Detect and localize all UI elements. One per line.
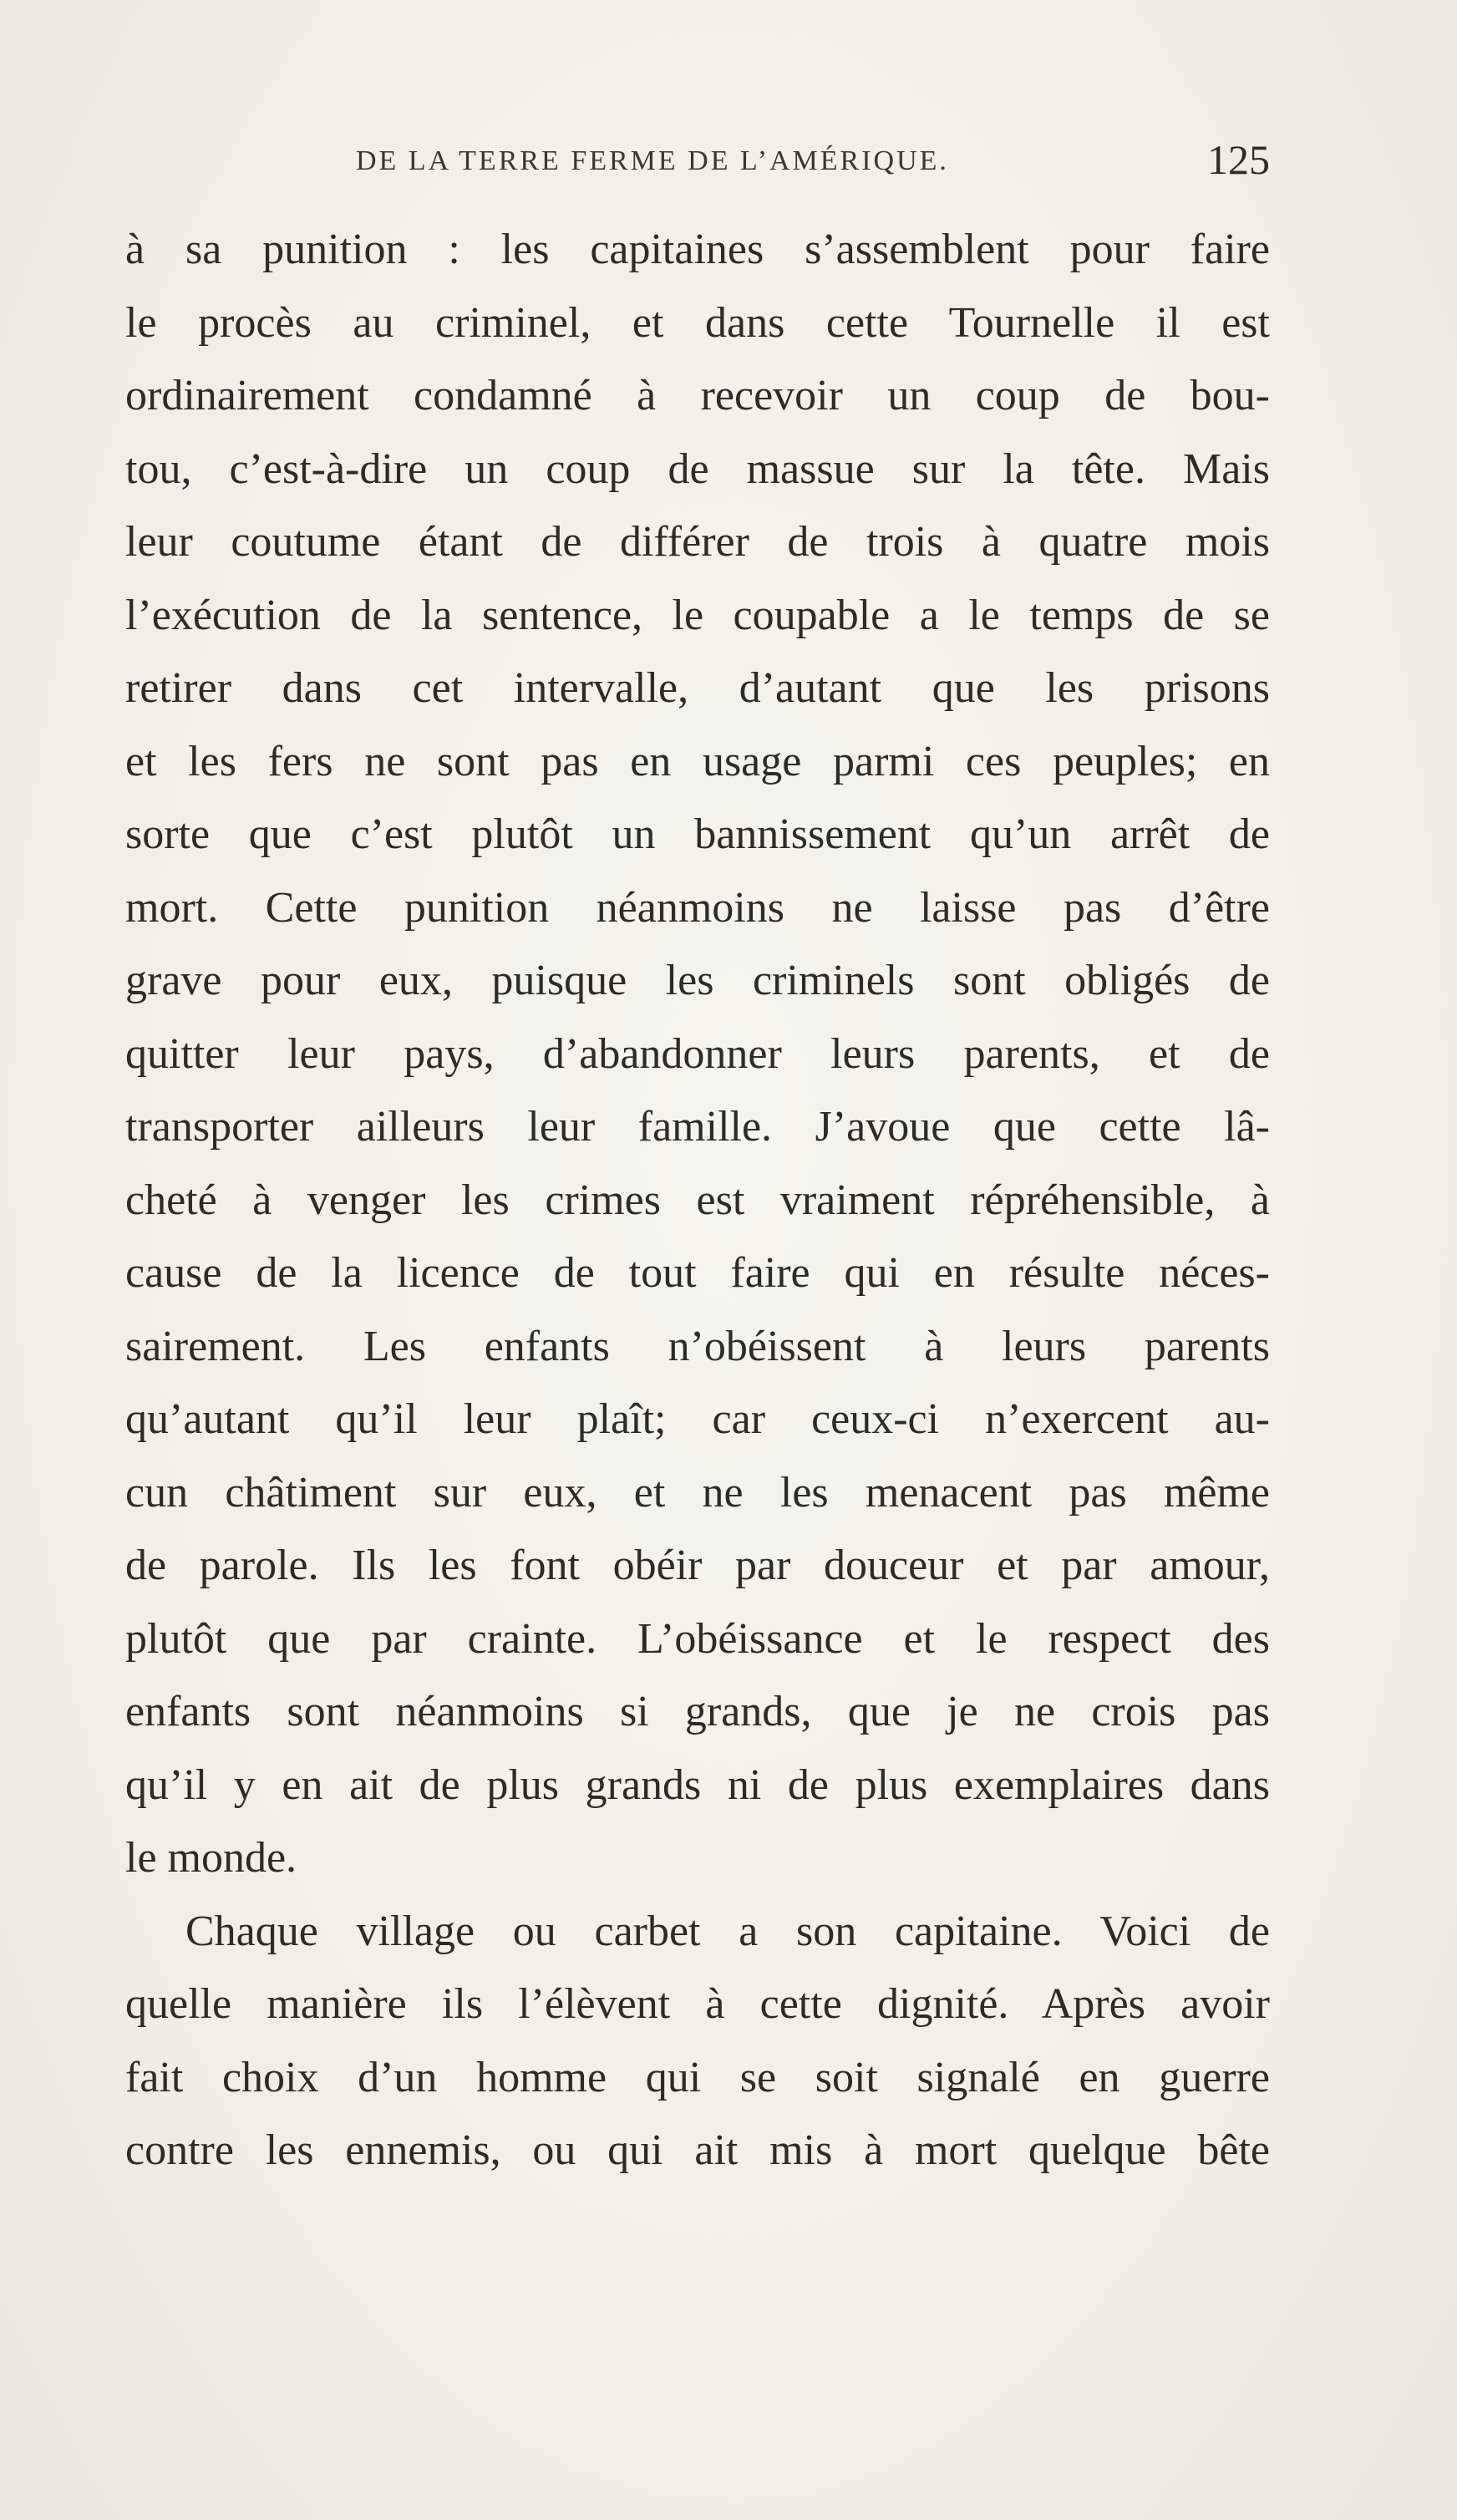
text-line: enfants sont néanmoins si grands, que je ne crois pas bbox=[125, 1688, 1270, 1735]
text-line: sairement. Les enfants n’obéissent à leurs parents bbox=[125, 1322, 1270, 1370]
paragraph-start-line: Chaque village ou carbet a son capitaine. Voici de bbox=[185, 1907, 1270, 1955]
running-title: DE LA TERRE FERME DE L’AMÉRIQUE. bbox=[356, 145, 949, 176]
text-line: sorte que c’est plutôt un bannissement qu’un arrêt de bbox=[125, 810, 1270, 858]
text-line: à sa punition : les capitaines s’assemblent pour faire bbox=[125, 226, 1270, 273]
text-line: l’exécution de la sentence, le coupable a le temps de se bbox=[125, 591, 1270, 639]
text-line: contre les ennemis, ou qui ait mis à mort quelque bête bbox=[125, 2126, 1270, 2174]
text-line: transporter ailleurs leur famille. J’avoue que cette lâ- bbox=[125, 1103, 1270, 1151]
paragraph-end-line: le monde. bbox=[125, 1834, 297, 1882]
text-line: tou, c’est-à-dire un coup de massue sur la tête. Mais bbox=[125, 445, 1270, 493]
text-line: le procès au criminel, et dans cette Tournelle il est bbox=[125, 298, 1270, 347]
text-line: cun châtiment sur eux, et ne les menacent pas même bbox=[125, 1468, 1270, 1517]
text-line: cause de la licence de tout faire qui en résulte néces- bbox=[125, 1249, 1270, 1297]
text-line: mort. Cette punition néanmoins ne laisse pas d’être bbox=[125, 883, 1270, 932]
text-line: quitter leur pays, d’abandonner leurs parents, et de bbox=[125, 1029, 1270, 1078]
text-line: quelle manière ils l’élèvent à cette dignité. Après avoir bbox=[125, 1980, 1270, 2028]
text-line: et les fers ne sont pas en usage parmi ces peuples; en bbox=[125, 737, 1270, 785]
text-line: retirer dans cet intervalle, d’autant que les prisons bbox=[125, 664, 1270, 712]
text-line: de parole. Ils les font obéir par douceur et par amour, bbox=[125, 1542, 1270, 1589]
body-text bbox=[125, 213, 1270, 2187]
text-line: plutôt que par crainte. L’obéissance et le respect des bbox=[125, 1614, 1270, 1663]
text-line: ordinairement condamné à recevoir un coup de bou- bbox=[125, 372, 1270, 419]
text-line: qu’autant qu’il leur plaît; car ceux-ci n’exercent au- bbox=[125, 1395, 1270, 1443]
running-head bbox=[125, 136, 1270, 192]
text-line: grave pour eux, puisque les criminels sont obligés de bbox=[125, 957, 1270, 1004]
text-line: qu’il y en ait de plus grands ni de plus exemplaires dans bbox=[125, 1760, 1270, 1809]
text-line: leur coutume étant de différer de trois à quatre mois bbox=[125, 518, 1270, 566]
page-number: 125 bbox=[1207, 136, 1270, 183]
text-line: cheté à venger les crimes est vraiment répréhensible, à bbox=[125, 1176, 1270, 1224]
text-line: fait choix d’un homme qui se soit signalé en guerre bbox=[125, 2053, 1270, 2101]
